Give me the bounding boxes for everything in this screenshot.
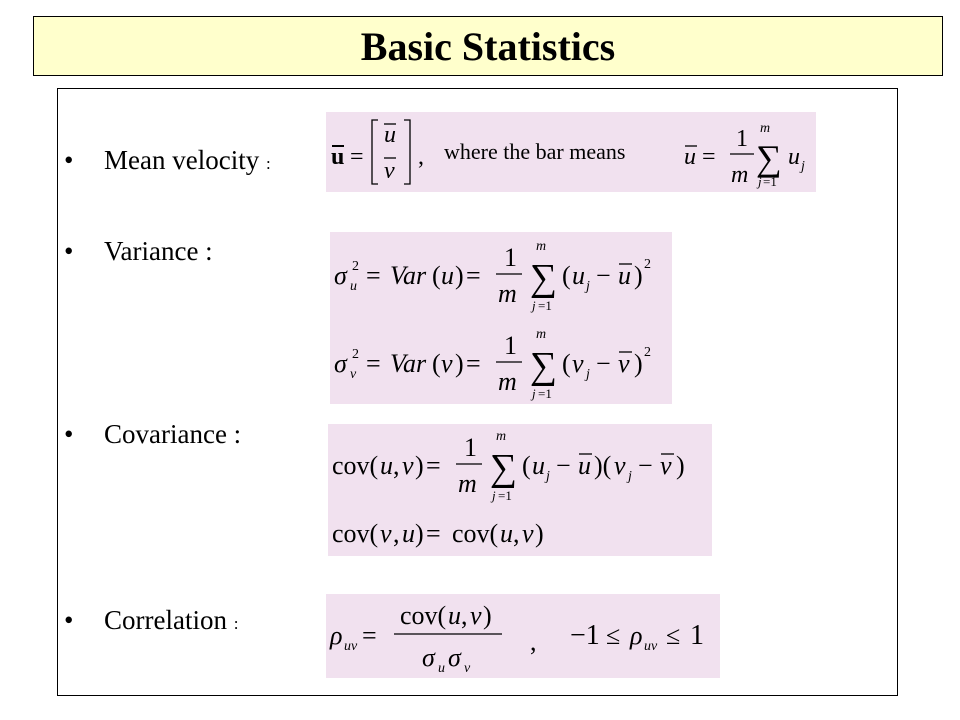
svg-text:−: − (556, 451, 571, 480)
svg-text:u: u (331, 144, 345, 170)
svg-text:cov(: cov( (332, 519, 379, 548)
svg-text:v: v (470, 601, 482, 630)
svg-text:): ) (455, 261, 464, 290)
svg-text:,: , (513, 519, 520, 548)
svg-text:u: u (618, 261, 631, 290)
svg-text:m: m (498, 367, 517, 396)
svg-text:u: u (438, 661, 445, 676)
svg-text:v: v (441, 349, 453, 378)
svg-text:ρ: ρ (330, 621, 343, 650)
svg-text:1: 1 (464, 433, 477, 462)
svg-text:∑: ∑ (490, 447, 518, 489)
svg-text:(: ( (562, 349, 571, 378)
svg-text:u: u (384, 122, 396, 148)
svg-text:=: = (366, 261, 381, 290)
bullet-glyph: • (64, 419, 74, 449)
svg-text:v: v (522, 519, 534, 548)
svg-text:u: u (788, 144, 800, 170)
svg-text:cov(: cov( (332, 451, 379, 480)
svg-text:σ: σ (334, 261, 347, 290)
svg-text:,: , (418, 144, 424, 170)
svg-text:=: = (366, 349, 381, 378)
svg-text:u: u (380, 451, 393, 480)
bullet-variance (64, 236, 213, 267)
svg-text:σ: σ (422, 643, 435, 672)
svg-text:): ) (535, 519, 544, 548)
svg-text:−1: −1 (570, 620, 600, 651)
svg-text:=: = (426, 451, 441, 480)
svg-text:=1: =1 (538, 298, 552, 313)
variance-formula (330, 232, 672, 404)
svg-text:v: v (572, 349, 584, 378)
svg-text:σ: σ (334, 349, 347, 378)
svg-text:1: 1 (690, 620, 704, 651)
mean-where-text: where the bar means (444, 139, 626, 164)
svg-text:j: j (532, 386, 536, 401)
svg-text:,: , (530, 627, 537, 656)
svg-text:(: ( (522, 451, 531, 480)
svg-text:,: , (393, 451, 400, 480)
svg-text:=1: =1 (538, 386, 552, 401)
svg-text:u: u (572, 261, 585, 290)
covariance-formula (328, 424, 712, 556)
bullet-correlation (64, 605, 238, 636)
svg-text:): ) (634, 261, 643, 290)
svg-text:u: u (402, 519, 415, 548)
svg-text:1: 1 (504, 243, 517, 272)
svg-text:u: u (500, 519, 513, 548)
svg-text:uv: uv (344, 639, 358, 654)
svg-text:2: 2 (352, 259, 359, 274)
svg-text:j: j (801, 159, 805, 174)
mean-velocity-colon: : (265, 154, 271, 173)
svg-text:j: j (628, 469, 632, 484)
svg-text:v: v (614, 451, 626, 480)
variance-label: Variance : (104, 236, 213, 266)
svg-text:∑: ∑ (530, 257, 558, 299)
svg-text:): ) (634, 349, 643, 378)
svg-text:Var: Var (390, 349, 427, 378)
svg-text:ρ: ρ (630, 621, 643, 650)
svg-text:u: u (532, 451, 545, 480)
svg-text:(: ( (432, 349, 441, 378)
svg-text:): ) (415, 451, 424, 480)
svg-text:−: − (596, 261, 611, 290)
mean-velocity-label: Mean velocity (104, 145, 260, 175)
bullet-covariance (64, 419, 241, 450)
svg-text:uv: uv (644, 639, 658, 654)
svg-text:≤: ≤ (606, 621, 621, 650)
svg-text:2: 2 (644, 345, 651, 360)
svg-text:m: m (536, 327, 547, 342)
svg-text:σ: σ (448, 643, 461, 672)
svg-text:u: u (441, 261, 454, 290)
svg-text:u: u (350, 279, 357, 294)
bullet-glyph: • (64, 145, 74, 175)
bullet-glyph: • (64, 236, 74, 266)
svg-text:): ) (455, 349, 464, 378)
svg-text:v: v (350, 367, 357, 382)
svg-text:v: v (384, 158, 395, 184)
svg-text:=1: =1 (498, 488, 512, 503)
correlation-colon: : (233, 614, 239, 633)
svg-text:j: j (532, 298, 536, 313)
svg-text:m: m (496, 429, 507, 444)
svg-text:1: 1 (736, 126, 748, 152)
svg-text:j: j (586, 279, 590, 294)
svg-text:Var: Var (390, 261, 427, 290)
correlation-label: Correlation (104, 605, 227, 635)
bullet-glyph: • (64, 605, 74, 635)
svg-text:)(: )( (594, 451, 612, 480)
svg-text:u: u (448, 601, 461, 630)
svg-text:u: u (578, 451, 591, 480)
svg-text:m: m (498, 279, 517, 308)
svg-text:,: , (393, 519, 400, 548)
title-banner (33, 16, 943, 76)
svg-text:(: ( (562, 261, 571, 290)
covariance-label: Covariance : (104, 419, 242, 449)
svg-text:v: v (464, 661, 471, 676)
svg-text:): ) (415, 519, 424, 548)
svg-text:2: 2 (644, 257, 651, 272)
svg-text:v: v (660, 451, 672, 480)
svg-text:=1: =1 (763, 174, 777, 189)
svg-text:v: v (380, 519, 392, 548)
svg-text:∑: ∑ (756, 138, 782, 178)
svg-text:j: j (546, 469, 550, 484)
svg-text:1: 1 (504, 331, 517, 360)
svg-text:m: m (731, 162, 749, 188)
svg-text:j: j (492, 488, 496, 503)
svg-text:j: j (758, 174, 762, 189)
svg-text:−: − (596, 349, 611, 378)
svg-text:=: = (466, 349, 481, 378)
correlation-formula (326, 594, 720, 678)
slide-title: Basic Statistics (360, 23, 616, 69)
svg-text:u: u (684, 144, 696, 170)
svg-text:j: j (586, 367, 590, 382)
svg-text:): ) (483, 601, 492, 630)
svg-text:∑: ∑ (530, 345, 558, 387)
svg-text:=: = (702, 144, 716, 170)
svg-text:(: ( (432, 261, 441, 290)
svg-text:m: m (536, 239, 547, 254)
svg-text:cov(: cov( (452, 519, 499, 548)
svg-text:m: m (458, 469, 477, 498)
svg-text:cov(: cov( (400, 601, 447, 630)
bullet-mean-velocity (64, 145, 271, 176)
svg-text:=: = (362, 621, 377, 650)
svg-text:v: v (402, 451, 414, 480)
svg-text:=: = (466, 261, 481, 290)
svg-text:): ) (676, 451, 685, 480)
svg-text:−: − (638, 451, 653, 480)
svg-text:=: = (350, 144, 364, 170)
svg-text:,: , (461, 601, 468, 630)
svg-text:v: v (618, 349, 630, 378)
svg-text:≤: ≤ (666, 621, 681, 650)
svg-text:=: = (426, 519, 441, 548)
svg-text:m: m (760, 121, 771, 136)
svg-text:2: 2 (352, 347, 359, 362)
mean-velocity-formula (326, 112, 816, 192)
